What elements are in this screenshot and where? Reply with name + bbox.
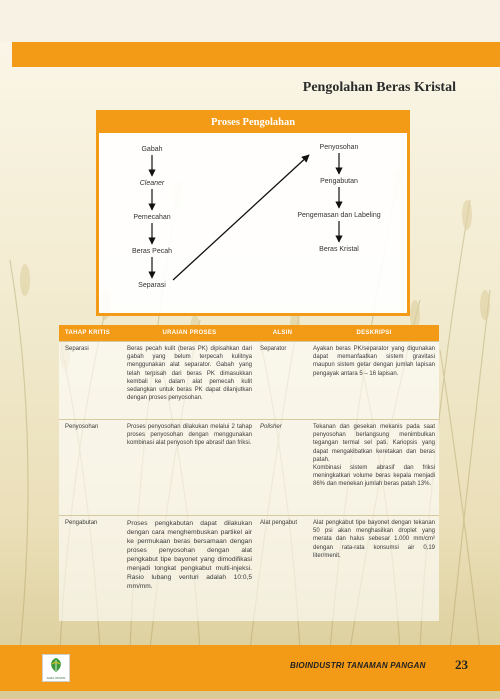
column-header: DESKRIPSI [309, 325, 439, 342]
process-cell: Proses pengkabutan dapat dilakukan dengan cara menghembuskan partikel air ke permukaan beras bersamaan dengan proses penyosohan dengan alat pengkabut tipe bayonet yang dimodifikasi menjadi tongkat pengkabut multi-injeksi. Rasio lubang venturi adalah 10:0,5 mm/mm. [123, 516, 256, 621]
flow-connector-arrow [173, 155, 309, 280]
tool-cell: Separator [256, 342, 309, 420]
description-cell: Ayakan beras PK/separator yang digunakan dapat memanfaatkan sistem gravitasi maupun sistem getar dengan jumlah lapisan pengayak antara 5 – 16 lapisan. [309, 342, 439, 420]
table-row [59, 342, 439, 420]
stage-cell: Separasi [59, 342, 123, 420]
tool-cell: Polisher [256, 420, 309, 516]
process-cell: Beras pecah kulit (beras PK) dipisahkan dari gabah yang belum terpecah kulitnya menggunakan alat separator. Gabah yang telah terpisah dari beras PK dimasukkan kembali ke dalam alat pemecah kulit sedangkan untuk beras PK dapat dilanjutkan dengan proses penyosohan. [123, 342, 256, 420]
logo-caption: AGRO INOVASI [46, 677, 66, 680]
process-cell: Proses penyosohan dilakukan melalui 2 tahap proses penyosohan dengan menggunakan kombinasi alat penyosoh tipe abrasif dan friksi. [123, 420, 256, 516]
flow-step-beras-kristal: Beras Kristal [319, 246, 359, 253]
flow-step-penyosohan: Penyosohan [319, 144, 359, 151]
header-bar [12, 42, 500, 67]
column-header: ALSIN [256, 325, 309, 342]
tool-cell: Alat pengabut [256, 516, 309, 621]
flow-step-pemecahan: Pemecahan [133, 214, 171, 221]
column-header: TAHAP KRITIS [59, 325, 123, 342]
table-header-row [59, 325, 439, 342]
footer-text: BIOINDUSTRI TANAMAN PANGAN [290, 661, 426, 670]
table-row [59, 516, 439, 621]
flow-step-pengemasan: Pengemasan dan Labeling [297, 212, 381, 219]
table-row [59, 420, 439, 516]
process-flow-diagram [99, 113, 407, 313]
page-number: 23 [455, 657, 468, 672]
flow-step-cleaner: Cleaner [139, 180, 165, 187]
publisher-logo [42, 654, 70, 682]
process-flow-box [96, 110, 410, 316]
page-title: Pengolahan Beras Kristal [302, 80, 456, 95]
stage-cell: Pengabutan [59, 516, 123, 621]
description-cell: Tekanan dan gesekan mekanis pada saat penyosohan berlangsung menimbulkan tegangan termal sel pati. Kariopsis yang dapat mengakibatkan keretakan dan beras patah. Kombinasi sistem abrasif dan friksi meningkatkan volume beras kepala menjadi 86% dan menekan jumlah beras patah 13%. [309, 420, 439, 516]
flow-step-pengabutan: Pengabutan [320, 178, 358, 185]
stage-cell: Penyosohan [59, 420, 123, 516]
leaf-icon [43, 655, 69, 675]
top-strip [0, 0, 500, 42]
flow-step-gabah: Gabah [141, 146, 163, 153]
description-cell: Alat pengkabut tipe bayonet dengan tekanan 50 psi akan menghasilkan droplet yang merata dan halus sebesar 1.000 mm/cm² dengan rata-rata konsumsi air 0,19 liter/menit. [309, 516, 439, 621]
column-header: URAIAN PROSES [123, 325, 256, 342]
flow-step-beras-pecah: Beras Pecah [131, 248, 173, 255]
process-table [59, 325, 439, 621]
flow-step-separasi: Separasi [138, 282, 166, 289]
process-title: Proses Pengolahan [99, 113, 407, 133]
